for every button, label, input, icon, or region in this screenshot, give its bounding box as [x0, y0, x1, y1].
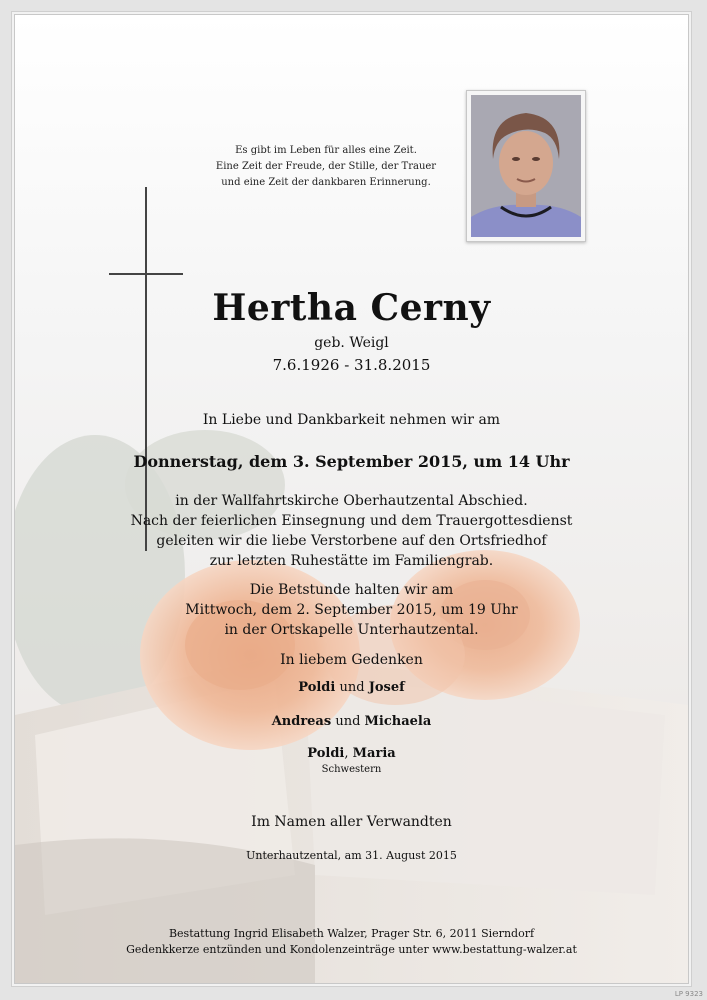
ceremony-details	[15, 491, 688, 571]
ceremony-line: Nach der feierlichen Einsegnung und dem Trauergottesdienst	[130, 513, 573, 529]
conjunction: und	[335, 714, 361, 729]
ceremony-date: Donnerstag, dem 3. September 2015, um 14 Uhr	[133, 452, 570, 471]
document-code: LP 9323	[674, 990, 703, 998]
cross-horizontal-bar	[109, 273, 183, 275]
mourner-group-2	[15, 714, 688, 729]
separator: ,	[344, 746, 349, 761]
ceremony-intro: In Liebe und Dankbarkeit nehmen wir am	[202, 412, 501, 428]
relatives-line: Im Namen aller Verwandten	[251, 814, 452, 830]
mourners-heading: In liebem Gedenken	[280, 652, 423, 668]
portrait-photo	[466, 90, 586, 242]
quote-line-1: Es gibt im Leben für alles eine Zeit.	[235, 145, 417, 156]
quote-block	[181, 143, 471, 191]
mourner-name: Poldi	[298, 680, 336, 695]
mourner-name: Michaela	[364, 714, 432, 729]
undertaker-footer	[15, 926, 688, 958]
mourner-group-1	[15, 680, 688, 695]
mourner-name: Poldi	[307, 746, 345, 761]
prayer-line: in der Ortskapelle Unterhautzental.	[224, 622, 479, 638]
obituary-card	[15, 15, 688, 983]
mourner-relation: Schwestern	[321, 764, 382, 775]
life-dates: 7.6.1926 - 31.8.2015	[272, 356, 431, 374]
prayer-line: Mittwoch, dem 2. September 2015, um 19 Uhr	[185, 602, 518, 618]
deceased-name: Hertha Cerny	[212, 287, 491, 329]
prayer-details	[15, 580, 688, 640]
place-date: Unterhautzental, am 31. August 2015	[246, 849, 457, 862]
quote-line-3: und eine Zeit der dankbaren Erinnerung.	[221, 177, 431, 188]
mourner-name: Josef	[368, 680, 405, 695]
mourner-group-3	[15, 746, 688, 761]
footer-line-1: Bestattung Ingrid Elisabeth Walzer, Prager Str. 6, 2011 Sierndorf	[168, 927, 535, 940]
footer-line-2: Gedenkkerze entzünden und Kondolenzeinträge unter www.bestattung-walzer.at	[126, 943, 577, 956]
mourner-name: Andreas	[271, 714, 332, 729]
ceremony-line: zur letzten Ruhestätte im Familiengrab.	[209, 553, 494, 569]
prayer-line: Die Betstunde halten wir am	[249, 582, 454, 598]
quote-line-2: Eine Zeit der Freude, der Stille, der Trauer	[215, 161, 437, 172]
mourner-name: Maria	[352, 746, 396, 761]
conjunction: und	[339, 680, 365, 695]
ceremony-line: geleiten wir die liebe Verstorbene auf den Ortsfriedhof	[156, 533, 547, 549]
portrait-image	[471, 95, 581, 237]
ceremony-line: in der Wallfahrtskirche Oberhautzental Abschied.	[175, 493, 528, 509]
maiden-name: geb. Weigl	[314, 335, 389, 351]
